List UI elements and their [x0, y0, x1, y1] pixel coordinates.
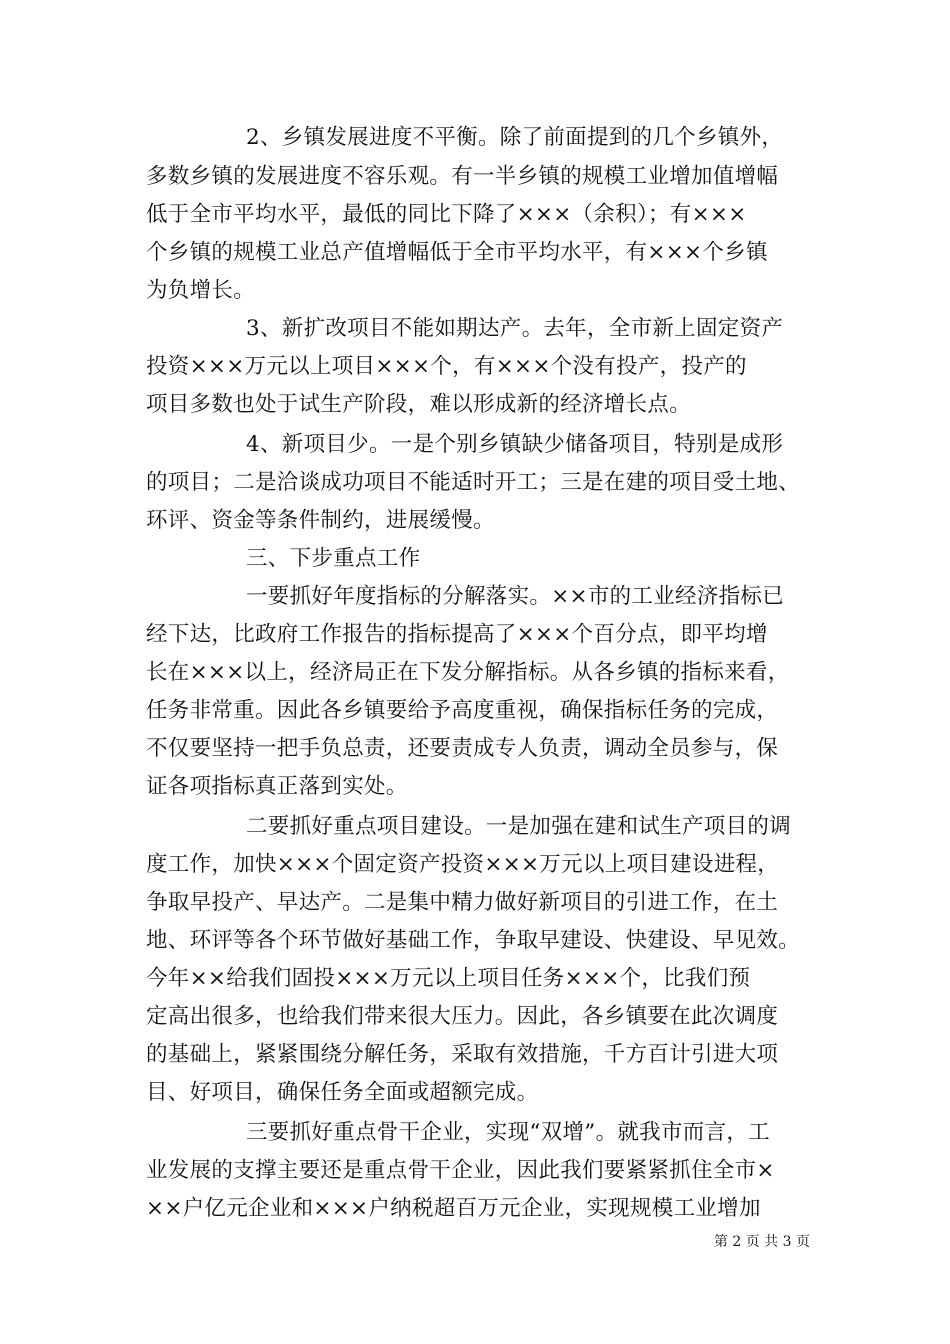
- text-line: 定高出很多，也给我们带来很大压力。因此，各乡镇要在此次调度: [146, 1004, 779, 1029]
- text-line: ××户亿元企业和×××户纳税超百万元企业，实现规模工业增加: [146, 1196, 761, 1221]
- text-line: 业发展的支撑主要还是重点骨干企业，因此我们要紧紧抓住全市×: [146, 1158, 775, 1183]
- text-line: 项目多数也处于试生产阶段，难以形成新的经济增长点。: [146, 392, 692, 417]
- text-line: 的项目；二是洽谈成功项目不能适时开工；三是在建的项目受土地、: [146, 470, 801, 495]
- text-line: 个乡镇的规模工业总产值增幅低于全市平均水平，有×××个乡镇: [146, 240, 768, 265]
- text-line: 投资×××万元以上项目×××个，有×××个没有投产，投产的: [146, 354, 747, 379]
- text-line: 环评、资金等条件制约，进展缓慢。: [146, 508, 495, 533]
- text-line: 地、环评等各个环节做好基础工作，争取早建设、快建设、早见效。: [146, 928, 801, 953]
- text-line: 经下达，比政府工作报告的指标提高了×××个百分点，即平均增: [146, 622, 768, 647]
- text-line: 的基础上，紧紧围绕分解任务，采取有效措施，千方百计引进大项: [146, 1042, 779, 1067]
- text-line: 3、新扩改项目不能如期达产。去年，全市新上固定资产: [246, 316, 784, 341]
- text-line: 低于全市平均水平，最低的同比下降了×××（余积）；有×××: [146, 202, 747, 227]
- text-line: 度工作，加快×××个固定资产投资×××万元以上项目建设进程，: [146, 852, 780, 877]
- text-line: 4、新项目少。一是个别乡镇缺少储备项目，特别是成形: [246, 432, 784, 457]
- text-line: 长在×××以上，经济局正在下发分解指标。从各乡镇的指标来看，: [146, 660, 790, 685]
- text-line: 二要抓好重点项目建设。一是加强在建和试生产项目的调: [246, 814, 792, 839]
- text-line: 今年××给我们固投×××万元以上项目任务×××个，比我们预: [146, 966, 751, 991]
- section-heading: 三、下步重点工作: [246, 546, 421, 571]
- text-line: 三要抓好重点骨干企业，实现“双增”。就我市而言，工: [246, 1120, 770, 1145]
- text-line: 不仅要坚持一把手负总责，还要责成专人负责，调动全员参与，保: [146, 736, 779, 761]
- text-line: 多数乡镇的发展进度不容乐观。有一半乡镇的规模工业增加值增幅: [146, 164, 779, 189]
- page-number-footer: 第 2 页 共 3 页: [713, 1234, 810, 1250]
- text-line: 争取早投产、早达产。二是集中精力做好新项目的引进工作，在土: [146, 890, 779, 915]
- text-line: 2、乡镇发展进度不平衡。除了前面提到的几个乡镇外，: [246, 125, 784, 150]
- text-line: 一要抓好年度指标的分解落实。××市的工业经济指标已: [246, 584, 785, 609]
- text-line: 证各项指标真正落到实处。: [146, 774, 408, 799]
- text-line: 目、好项目，确保任务全面或超额完成。: [146, 1080, 539, 1105]
- text-line: 为负增长。: [146, 278, 256, 303]
- text-line: 任务非常重。因此各乡镇要给予高度重视，确保指标任务的完成，: [146, 698, 779, 723]
